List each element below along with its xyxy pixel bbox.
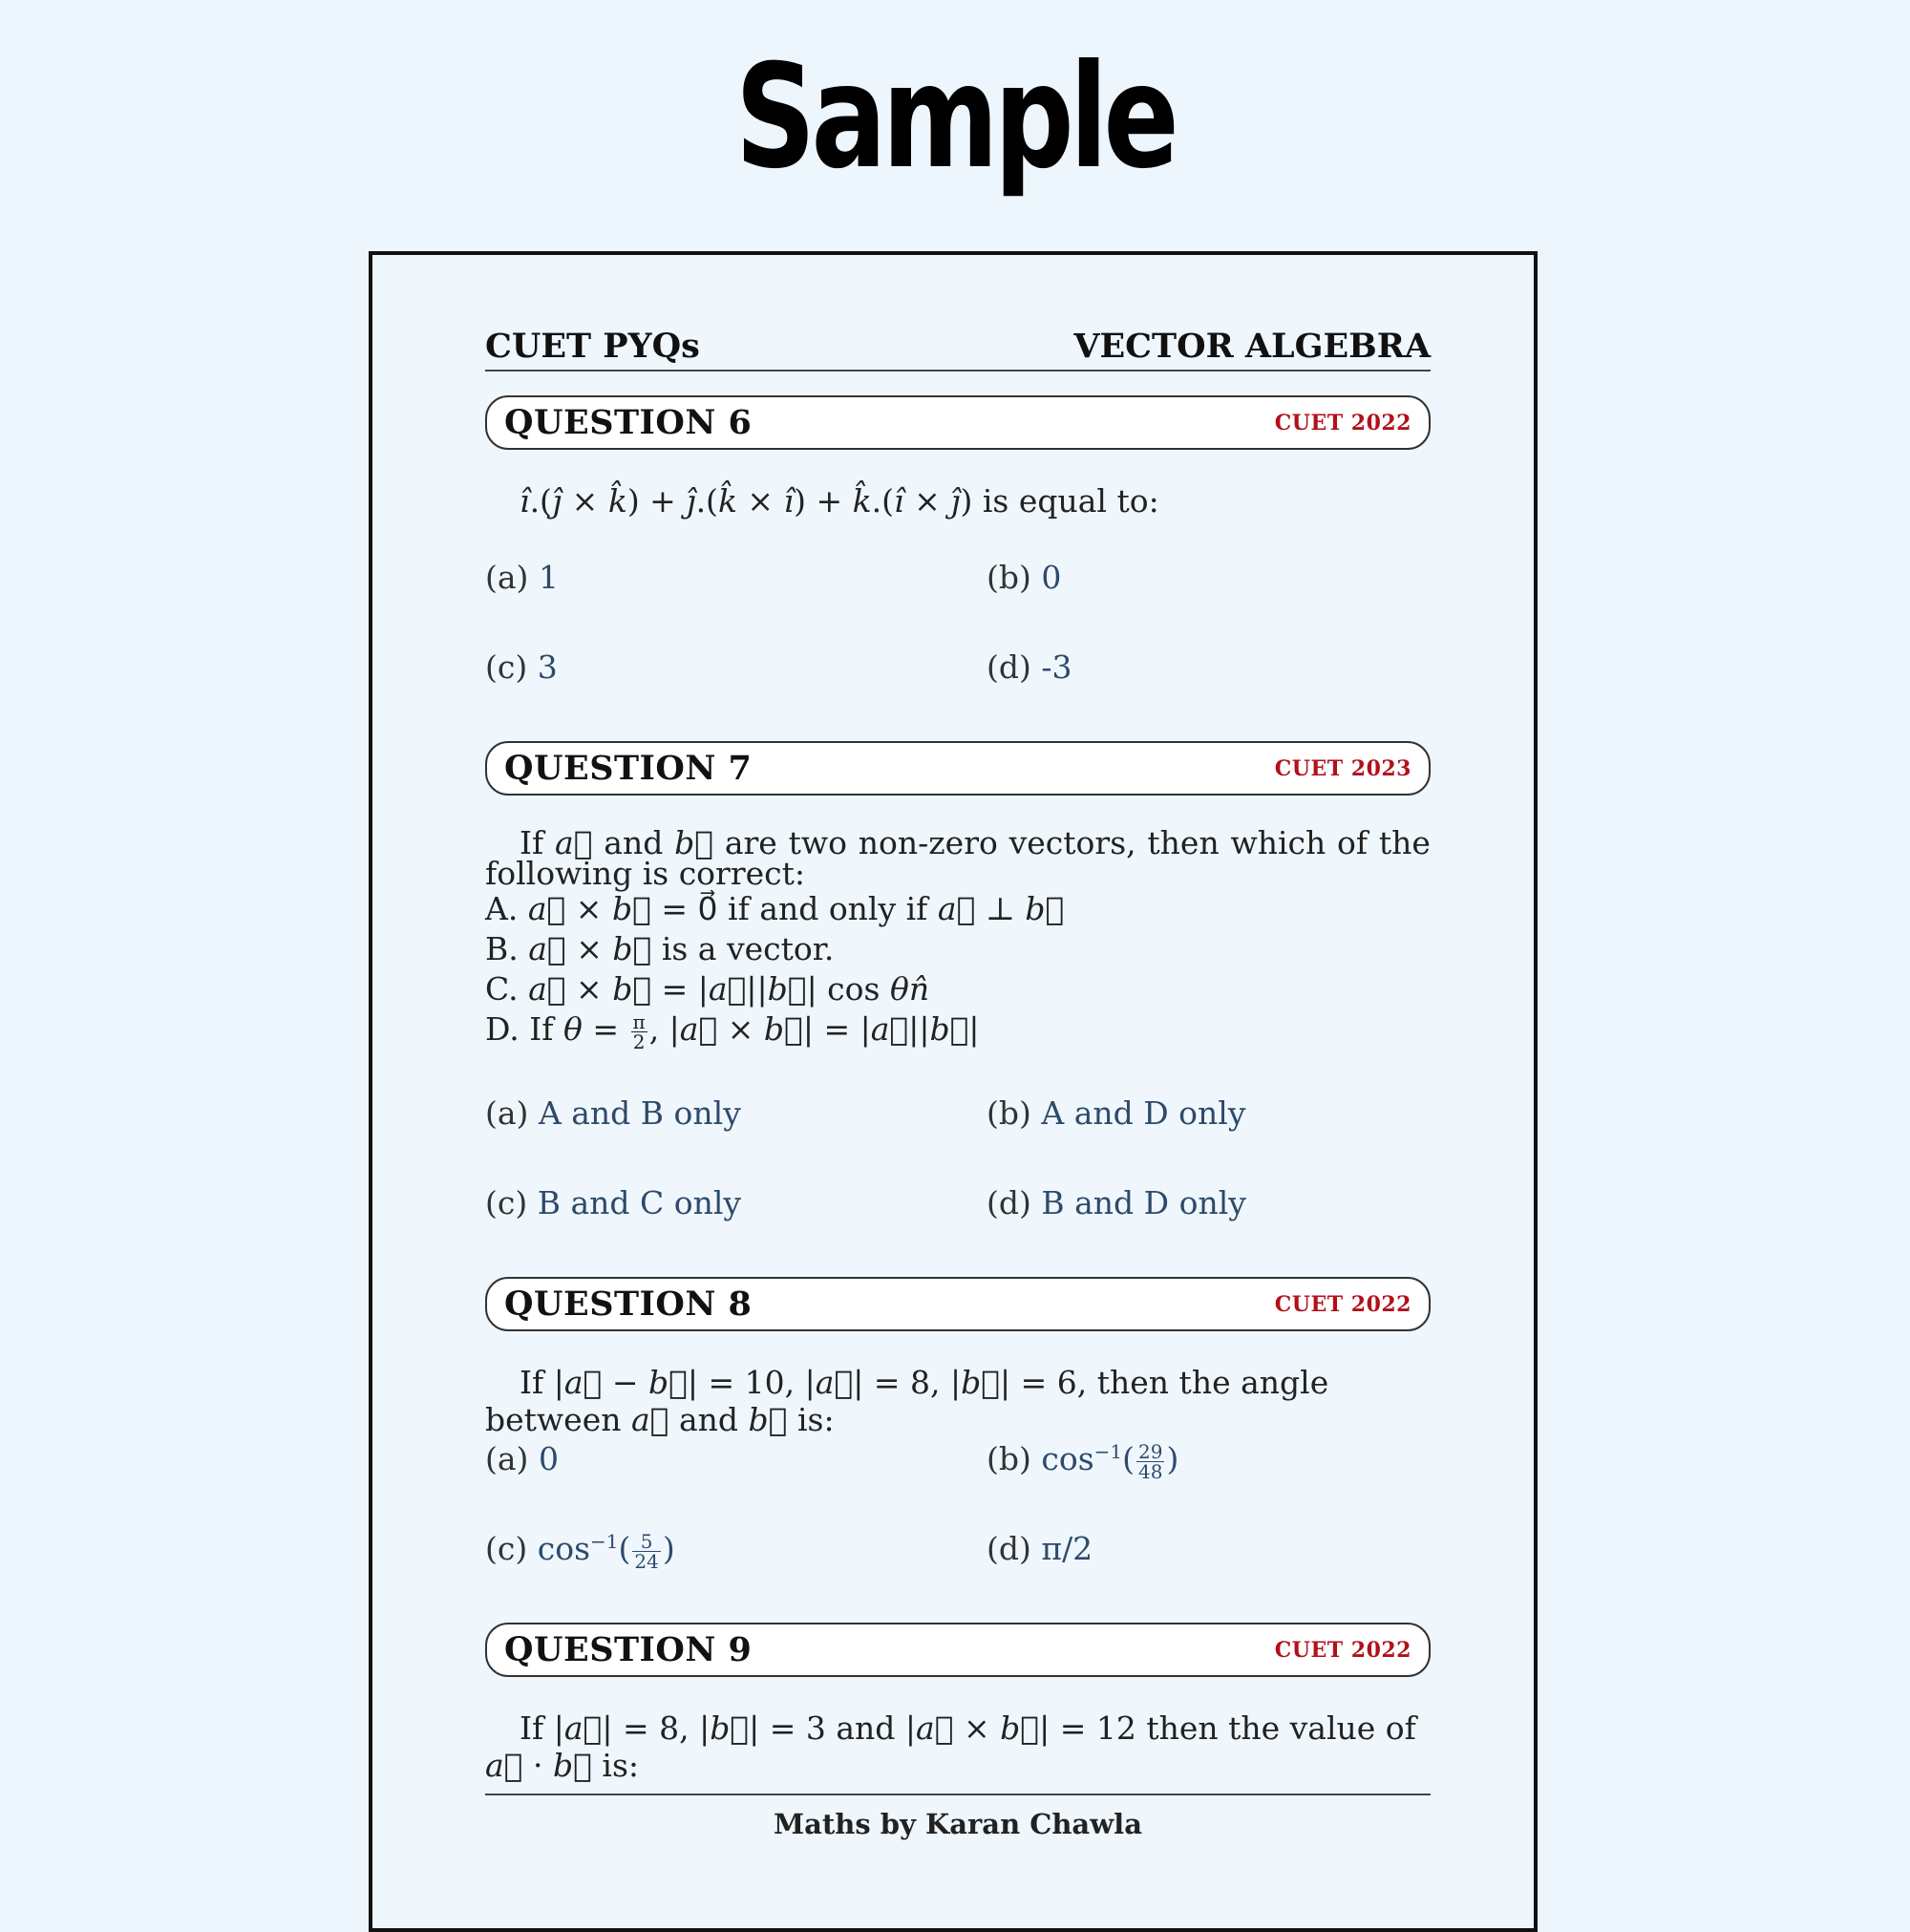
option-denominator: 48 bbox=[1138, 1459, 1163, 1483]
q6-option-a[interactable] bbox=[485, 559, 559, 596]
option-label: (c) bbox=[485, 648, 528, 686]
option-label: (a) bbox=[485, 1440, 529, 1477]
question-9-title: QUESTION 9 bbox=[504, 1630, 753, 1669]
sample-watermark-title: Sample bbox=[734, 34, 1176, 201]
q6-option-d[interactable] bbox=[987, 648, 1072, 686]
question-6-bar bbox=[485, 395, 1431, 450]
option-label: (a) bbox=[485, 559, 529, 596]
stem-text: is: bbox=[796, 1401, 835, 1438]
q6-option-b[interactable] bbox=[987, 559, 1061, 596]
option-value: B and C only bbox=[537, 1184, 742, 1221]
stem-text: If bbox=[520, 824, 544, 861]
statement-d: D. If θ = $\frac{\pi}{2}$ , |a⃗ × b⃗| = |a⃗||b⃗| bbox=[485, 1009, 980, 1053]
question-6-stem: î.(ĵ × k̂) + ĵ.(k̂ × î) + k̂.(î × ĵ) is equal to: bbox=[520, 482, 1159, 520]
question-8-bar bbox=[485, 1277, 1431, 1331]
option-value: cos bbox=[1041, 1440, 1094, 1477]
stem-text: If bbox=[520, 1709, 544, 1747]
statement-a: A. a⃗ × b⃗ = 0⃗ if and only if a⃗ ⊥ b⃗ bbox=[485, 890, 1065, 927]
footer-credit: Maths by Karan Chawla bbox=[774, 1808, 1142, 1840]
question-7-title: QUESTION 7 bbox=[504, 749, 753, 788]
stem-text: are two non-zero vectors, then which of the following is correct: bbox=[485, 824, 1431, 892]
statement-c: C. a⃗ × b⃗ = |a⃗||b⃗| cos θn̂ bbox=[485, 970, 930, 1008]
option-value: 1 bbox=[538, 559, 559, 596]
q7-option-a[interactable] bbox=[485, 1094, 741, 1132]
question-9-stem: If |a⃗| = 8, |b⃗| = 3 and |a⃗ × b⃗| = 12 then the value of a⃗ · b⃗ is: bbox=[485, 1709, 1416, 1784]
q8-option-a[interactable] bbox=[485, 1440, 559, 1477]
option-value: A and B only bbox=[538, 1094, 741, 1132]
option-label: (d) bbox=[987, 1530, 1031, 1567]
option-label: (a) bbox=[485, 1094, 529, 1132]
header-left: CUET PYQs bbox=[485, 327, 700, 366]
option-value: 3 bbox=[537, 648, 558, 686]
option-value: 0 bbox=[538, 1440, 559, 1477]
statement-b: B. a⃗ × b⃗ is a vector. bbox=[485, 930, 835, 967]
question-6-title: QUESTION 6 bbox=[504, 403, 753, 442]
q7-option-b[interactable] bbox=[987, 1094, 1246, 1132]
option-label: (d) bbox=[987, 1184, 1031, 1221]
q8-option-d[interactable] bbox=[987, 1530, 1093, 1567]
stem-text: If bbox=[520, 1364, 544, 1401]
option-label: (c) bbox=[485, 1530, 528, 1567]
option-value: cos bbox=[537, 1530, 591, 1567]
statement-prefix: C. bbox=[485, 970, 519, 1008]
option-value: 0 bbox=[1041, 559, 1062, 596]
statement-prefix: D. If bbox=[485, 1010, 554, 1048]
stem-text: and bbox=[678, 1401, 739, 1438]
stem-text: then the angle between bbox=[485, 1364, 1329, 1438]
q6-option-c[interactable] bbox=[485, 648, 558, 686]
option-label: (d) bbox=[987, 648, 1031, 686]
question-9-tag: CUET 2022 bbox=[1274, 1637, 1411, 1663]
question-8-stem: If |a⃗ − b⃗| = 10, |a⃗| = 8, |b⃗| = 6, then the angle between a⃗ and b⃗ is: bbox=[485, 1364, 1329, 1438]
q8-option-c[interactable]: (c) $\cos^{-1}$( $\frac{5}{24}$ ) bbox=[485, 1529, 675, 1573]
option-label: (c) bbox=[485, 1184, 528, 1221]
stem-text: and bbox=[604, 824, 664, 861]
question-6-stem-text: is equal to: bbox=[982, 482, 1159, 520]
q7-option-c[interactable] bbox=[485, 1184, 741, 1221]
statement-text: is a vector. bbox=[661, 930, 835, 967]
option-label: (b) bbox=[987, 559, 1031, 596]
question-6-tag: CUET 2022 bbox=[1274, 410, 1411, 435]
option-value: B and D only bbox=[1041, 1184, 1246, 1221]
statement-text: if and only if bbox=[728, 890, 928, 927]
option-numerator: 5 bbox=[632, 1532, 660, 1552]
option-value: π/2 bbox=[1041, 1530, 1093, 1567]
stem-text: then the value of bbox=[1146, 1709, 1416, 1747]
option-exponent: −1 bbox=[590, 1530, 619, 1553]
option-numerator: 29 bbox=[1138, 1439, 1163, 1463]
question-7-bar bbox=[485, 741, 1431, 796]
option-exponent: −1 bbox=[1093, 1440, 1123, 1463]
footer-divider bbox=[485, 1794, 1431, 1795]
option-value: -3 bbox=[1041, 648, 1072, 686]
option-value: A and D only bbox=[1041, 1094, 1246, 1132]
stem-text: is: bbox=[602, 1747, 640, 1784]
q7-option-d[interactable] bbox=[987, 1184, 1246, 1221]
question-8-tag: CUET 2022 bbox=[1274, 1291, 1411, 1317]
header-right: VECTOR ALGEBRA bbox=[1073, 327, 1431, 366]
statement-prefix: B. bbox=[485, 930, 519, 967]
q8-option-b[interactable]: (b) $\cos^{-1}$( $\frac{29}{48}$ ) bbox=[987, 1439, 1179, 1483]
option-label: (b) bbox=[987, 1094, 1031, 1132]
question-7-stem bbox=[485, 824, 1431, 1053]
statement-prefix: A. bbox=[485, 890, 519, 927]
question-7-intro: If a⃗ and b⃗ are two non-zero vectors, then which of the following is correct: bbox=[485, 824, 1431, 892]
option-label: (b) bbox=[987, 1440, 1031, 1477]
question-sheet bbox=[369, 251, 1538, 1932]
question-8-title: QUESTION 8 bbox=[504, 1284, 753, 1324]
question-9-bar bbox=[485, 1623, 1431, 1677]
stem-text: and bbox=[836, 1709, 896, 1747]
running-header bbox=[485, 322, 1431, 372]
option-denominator: 24 bbox=[634, 1549, 659, 1573]
question-7-tag: CUET 2023 bbox=[1274, 755, 1411, 781]
